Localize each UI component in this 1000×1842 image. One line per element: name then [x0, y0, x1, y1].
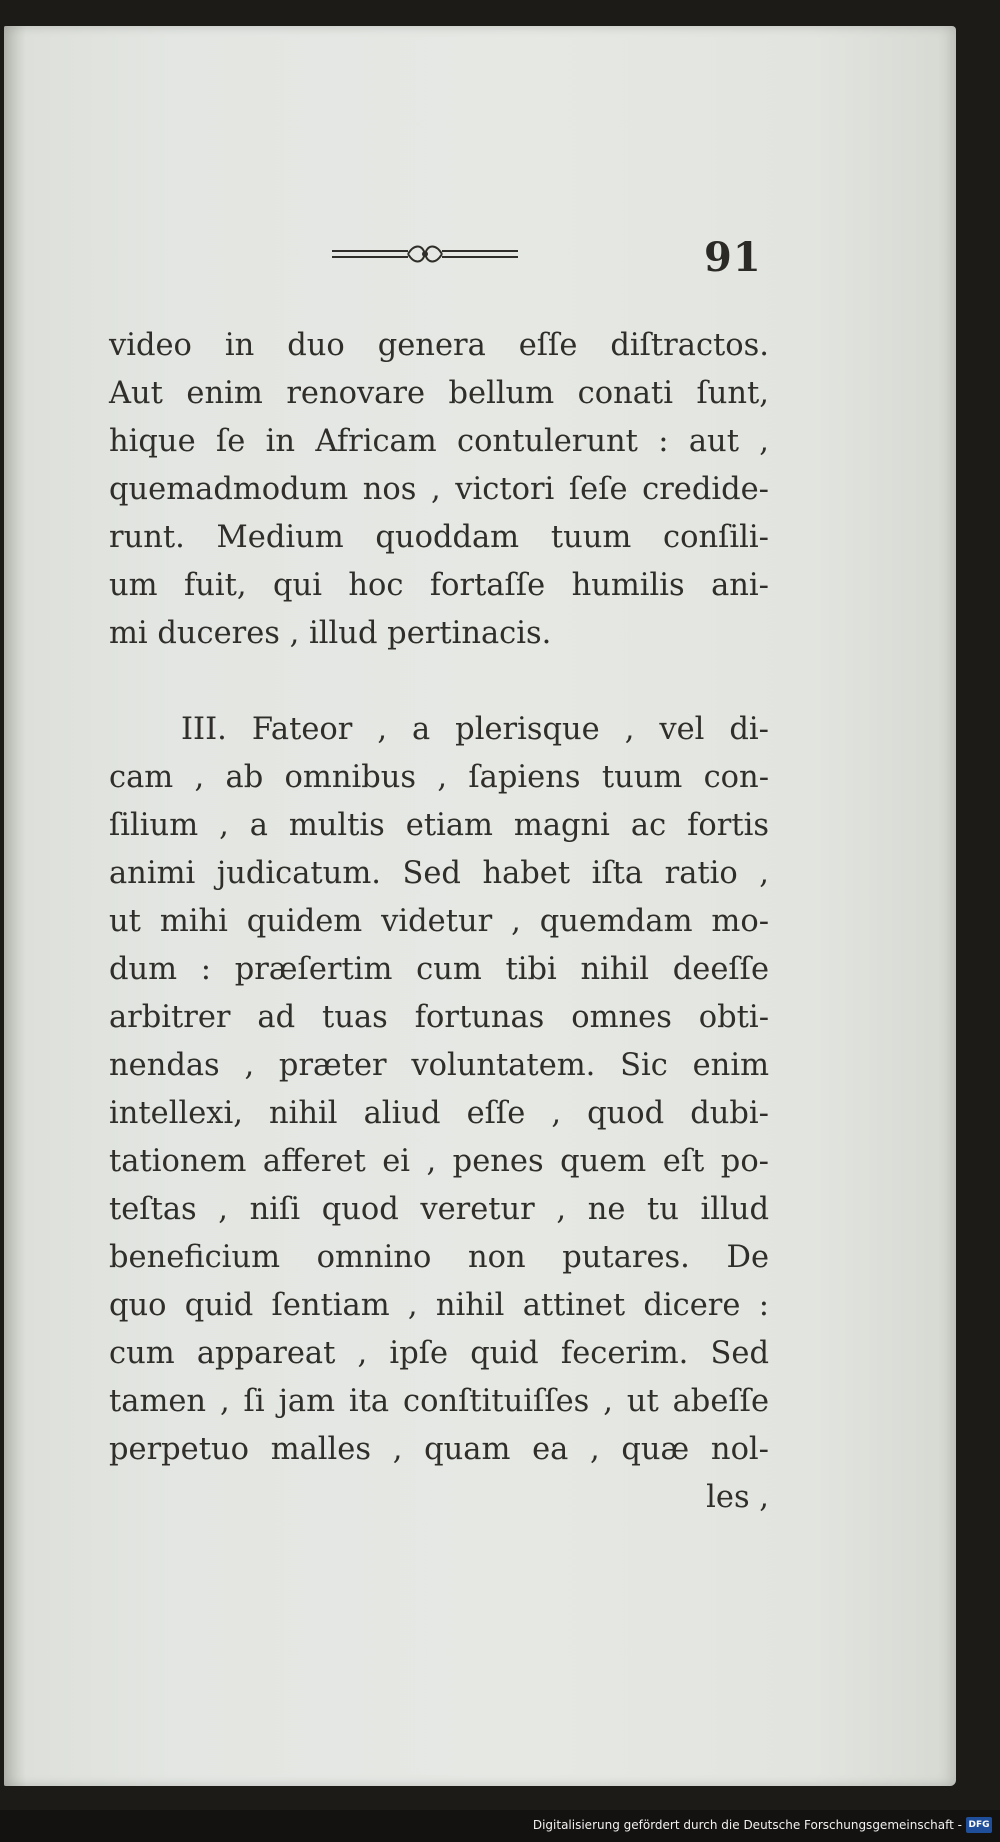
text-line: dum : præſertim cum tibi nihil deeſſe	[109, 952, 769, 987]
text-line: tationem afferet ei , penes quem eſt po-	[109, 1144, 769, 1179]
footer-credit: Digitalisierung gefördert durch die Deutsche Forschungsgemeinschaft -	[532, 1818, 962, 1832]
digitization-footer	[0, 1810, 1000, 1842]
text-line: cum appareat , ipſe quid fecerim. Sed	[109, 1336, 769, 1371]
text-line: runt. Medium quoddam tuum conſili-	[109, 520, 769, 555]
page-number: 91	[704, 234, 762, 281]
text-line: intellexi, nihil aliud eſſe , quod dubi-	[109, 1096, 769, 1131]
text-line: perpetuo malles , quam ea , quæ nol-	[109, 1432, 769, 1467]
text-line: ut mihi quidem videtur , quemdam mo-	[109, 904, 769, 939]
text-line: III. Fateor , a plerisque , vel di-	[181, 712, 769, 747]
page-header	[4, 226, 956, 286]
body-text	[109, 322, 769, 1522]
text-line: video in duo genera eſſe diſtractos.	[109, 328, 769, 363]
header-ornament-icon	[330, 242, 520, 266]
text-line: um fuit, qui hoc fortaſſe humilis ani-	[109, 568, 769, 603]
catchword: les ,	[706, 1480, 769, 1515]
text-line: quo quid ſentiam , nihil attinet dicere :	[109, 1288, 769, 1323]
text-line: ſilium , a multis etiam magni ac fortis	[109, 808, 769, 843]
text-line: hique ſe in Africam contulerunt : aut ,	[109, 424, 769, 459]
text-line: tamen , ſi jam ita conſtituiſſes , ut abeſſe	[109, 1384, 769, 1419]
text-line: teſtas , niſi quod veretur , ne tu illud	[109, 1192, 769, 1227]
text-line: arbitrer ad tuas fortunas omnes obti-	[109, 1000, 769, 1035]
text-line: beneficium omnino non putares. De	[109, 1240, 769, 1275]
book-page	[4, 26, 956, 1786]
text-line: Aut enim renovare bellum conati ſunt,	[109, 376, 769, 411]
dfg-logo: DFG	[966, 1817, 992, 1833]
text-line: quemadmodum nos , victori ſeſe credide-	[109, 472, 769, 507]
text-line: nendas , præter voluntatem. Sic enim	[109, 1048, 769, 1083]
spine-shadow	[4, 26, 26, 1786]
text-line: mi duceres , illud pertinacis.	[109, 616, 552, 651]
text-line: cam , ab omnibus , ſapiens tuum con-	[109, 760, 769, 795]
text-line: animi judicatum. Sed habet iſta ratio ,	[109, 856, 769, 891]
paragraph-gap	[109, 658, 769, 706]
